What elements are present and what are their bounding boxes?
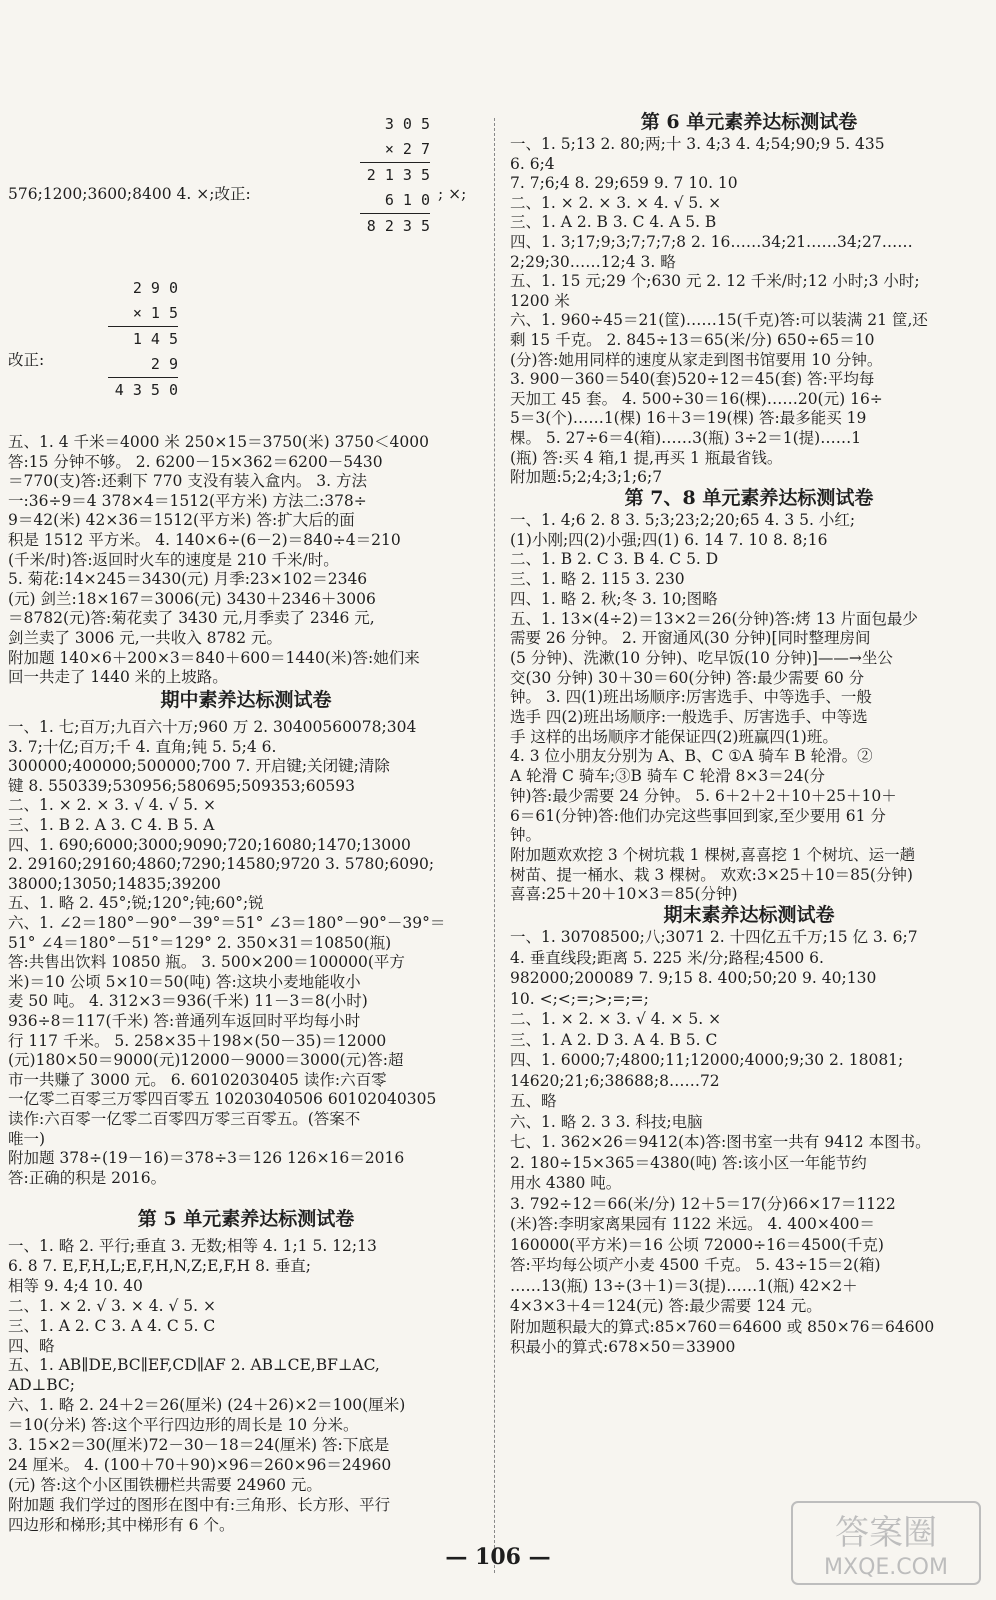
answer-line: 附加题积最大的算式:85×760＝64600 或 850×76＝64600 bbox=[510, 1317, 935, 1336]
section-title-midterm: 期中素养达标测试卷 bbox=[160, 689, 332, 711]
section-title-unit5: 第 5 单元素养达标测试卷 bbox=[137, 1208, 355, 1230]
answer-line: 唯一) bbox=[8, 1129, 46, 1148]
correction-label-text: 改正: bbox=[8, 351, 45, 369]
answer-line: 1200 米 bbox=[510, 291, 570, 310]
answer-line: 2. 29160;29160;4860;7290;14580;9720 3. 5780;6090; bbox=[8, 855, 435, 874]
answer-line: 3. 7;十亿;百万;千 4. 直角;钝 5. 5;4 6. bbox=[8, 737, 277, 756]
answer-line: ＝770(支)答:还剩下 770 支没有装入盒内。 3. 方法 bbox=[8, 472, 367, 491]
answer-line: 3. 15×2＝30(厘米)72－30－18＝24(厘米) 答:下底是 bbox=[8, 1436, 390, 1454]
answer-line-top bbox=[8, 184, 251, 204]
answer-line: 答:15 分钟不够。 2. 6200－15×362＝6200－5430 bbox=[8, 452, 383, 471]
answer-line: 3. 900－360＝540(套)520÷12＝45(套) 答:平均每 bbox=[510, 370, 875, 389]
answer-line: 答:共售出饮料 10850 瓶。 3. 500×200＝100000(平方 bbox=[8, 953, 405, 972]
answer-line: 二、1. × 2. × 3. × 4. √ 5. × bbox=[510, 193, 722, 212]
answer-line: 51° ∠4＝180°－51°＝129° 2. 350×31＝10850(瓶) bbox=[8, 933, 392, 952]
answer-line: 5. 菊花:14×245＝3430(元) 月季:23×102＝2346 bbox=[8, 570, 368, 589]
answer-line: (千米/时)答:返回时火车的速度是 210 千米/时。 bbox=[8, 550, 339, 569]
answer-line: 五、1. 略 2. 45°;锐;120°;钝;60°;锐 bbox=[8, 894, 264, 913]
answer-line: A 轮滑 C 骑车;③B 骑车 C 轮滑 8×3＝24(分 bbox=[510, 767, 825, 786]
calc-line: × 2 7 bbox=[384, 140, 430, 158]
answer-line: 4. 垂直线段;距离 5. 225 米/分;路程;4500 6. bbox=[510, 948, 824, 967]
answer-line: 五、1. 4 千米＝4000 米 250×15＝3750(米) 3750＜4000 bbox=[8, 433, 429, 451]
answer-line: 4×3×3＋4＝124(元) 答:最少需要 124 元。 bbox=[510, 1297, 822, 1315]
answer-line: 四、略 bbox=[8, 1336, 55, 1355]
answer-line: 三、1. A 2. D 3. A 4. B 5. C bbox=[510, 1030, 718, 1049]
answer-line: 7. 7;6;4 8. 29;659 9. 7 10. 10 bbox=[510, 174, 738, 193]
answer-line: 手 这样的出场顺序才能保证四(2)班赢四(1)班。 bbox=[510, 727, 838, 746]
answer-line: 38000;13050;14835;39200 bbox=[8, 874, 221, 893]
answer-line: 四、1. 3;17;9;3;7;7;7;8 2. 16……34;21……34;27…… bbox=[510, 233, 913, 251]
answer-line: 天加工 45 套。 4. 500÷30＝16(棵)……20(元) 16÷ bbox=[510, 389, 883, 408]
calc-line: 2 9 bbox=[150, 355, 178, 373]
answer-line: 2. 180÷15×365＝4380(吨) 答:该小区一年能节约 bbox=[510, 1153, 867, 1172]
answer-line: 三、1. A 2. B 3. C 4. A 5. B bbox=[510, 213, 717, 232]
answer-line: 160000(平方米)＝16 公顷 72000÷16＝4500(千克) bbox=[510, 1235, 884, 1254]
answer-line: 棵。 5. 27÷6＝4(箱)……3(瓶) 3÷2＝1(提)……1 bbox=[510, 429, 862, 447]
answer-line: 七、1. 362×26＝9412(本)答:图书室一共有 9412 本图书。 bbox=[510, 1133, 931, 1151]
answer-line: 一、1. 略 2. 平行;垂直 3. 无数;相等 4. 1;1 5. 12;13 bbox=[8, 1237, 377, 1255]
answer-line: 五、略 bbox=[510, 1092, 557, 1110]
answer-text: 576;1200;3600;8400 4. ×;改正: bbox=[8, 185, 251, 203]
answer-line: (元) 答:这个小区围铁栅栏共需要 24960 元。 bbox=[8, 1475, 322, 1494]
answer-text-tail: ; ×; bbox=[438, 185, 467, 203]
answer-line: 2;29;30……12;4 3. 略 bbox=[510, 252, 676, 271]
answer-line: 麦 50 吨。 4. 312×3＝936(千米) 11－3＝8(小时) bbox=[8, 992, 368, 1011]
answer-line: 3. 792÷12＝66(米/分) 12＋5＝17(分)66×17＝1122 bbox=[510, 1194, 896, 1213]
answer-line: 键 8. 550339;530956;580695;509353;60593 bbox=[8, 776, 356, 795]
answer-line: 用水 4380 吨。 bbox=[510, 1174, 622, 1192]
answer-line: 9＝42(米) 42×36＝1512(平方米) 答:扩大后的面 bbox=[8, 511, 355, 530]
answer-line: (米)答:李明家离果园有 1122 米远。 4. 400×400＝ bbox=[510, 1215, 875, 1233]
answer-line: 积是 1512 平方米。 4. 140×6÷(6－2)＝840÷4＝210 bbox=[8, 531, 401, 549]
answer-line: 二、1. B 2. C 3. B 4. C 5. D bbox=[510, 550, 719, 569]
answer-line: (1)小刚;四(2)小强;四(1) 6. 14 7. 10 8. 8;16 bbox=[510, 530, 828, 549]
answer-line: 一亿零二百零三万零四百零五 10203040506 60102040305 bbox=[8, 1090, 437, 1109]
answer-line: 附加题 140×6＋200×3＝840＋600＝1440(米)答:她们来 bbox=[8, 648, 420, 667]
answer-line: AD⊥BC; bbox=[8, 1376, 75, 1395]
answer-line: ……13(瓶) 13÷(3＋1)＝3(提)……1(瓶) 42×2＋ bbox=[510, 1276, 858, 1295]
answer-line: 4. 3 位小朋友分别为 A、B、C ①A 骑车 B 轮滑。② bbox=[510, 747, 873, 766]
answer-line: ＝10(分米) 答:这个平行四边形的周长是 10 分米。 bbox=[8, 1416, 359, 1435]
column-divider bbox=[494, 118, 495, 1573]
answer-line: 四、1. 690;6000;3000;9090;720;16080;1470;13000 bbox=[8, 835, 411, 854]
answer-line: 300000;400000;500000;700 7. 开启键;关闭键;清除 bbox=[8, 757, 390, 776]
answer-line: (分)答:她用同样的速度从家走到图书馆要用 10 分钟。 bbox=[510, 350, 883, 369]
answer-line: 选手 四(2)班出场顺序:一般选手、厉害选手、中等选 bbox=[510, 708, 868, 726]
answer-line: 六、1. 960÷45＝21(筐)……15(千克)答:可以装满 21 筐,还 bbox=[510, 311, 928, 330]
calc-line: 4 3 5 0 bbox=[114, 381, 178, 399]
answer-line: 一、1. 4;6 2. 8 3. 5;3;23;2;20;65 4. 3 5. 小红; bbox=[510, 511, 856, 529]
answer-line: 一、1. 七;百万;九百六十万;960 万 2. 30400560078;304 bbox=[8, 718, 417, 736]
answer-line: 一、1. 5;13 2. 80;两;十 3. 4;3 4. 4;54;90;9 5. 435 bbox=[510, 135, 885, 153]
calc-line: 1 4 5 bbox=[132, 330, 178, 348]
answer-line: 钟。 bbox=[510, 826, 542, 845]
answer-line: 6＝61(分钟)答:他们办完这些事回到家,至少要用 61 分 bbox=[510, 806, 886, 825]
section-title-final: 期末素养达标测试卷 bbox=[663, 904, 835, 926]
answer-line: 附加题 378÷(19－16)＝378÷3＝126 126×16＝2016 bbox=[8, 1149, 405, 1168]
calc-line: 8 2 3 5 bbox=[366, 217, 430, 235]
watermark-logo bbox=[790, 1500, 982, 1586]
answer-line: 钟)答:最少需要 24 分钟。 5. 6＋2＋2＋10＋25＋10＋ bbox=[510, 786, 897, 805]
answer-line: 米)＝10 公顷 5×10＝50(吨) 答:这块小麦地能收小 bbox=[8, 972, 361, 991]
answer-line: 六、1. ∠2＝180°－90°－39°＝51° ∠3＝180°－90°－39°＝ bbox=[8, 914, 446, 932]
answer-line: 附加题 我们学过的图形在图中有:三角形、长方形、平行 bbox=[8, 1495, 391, 1514]
answer-line: 三、1. B 2. A 3. C 4. B 5. A bbox=[8, 816, 215, 834]
answer-line: 剩 15 千克。 2. 845÷13＝65(米/分) 650÷65＝10 bbox=[510, 331, 875, 349]
answer-line: 一:36÷9＝4 378×4＝1512(平方米) 方法二:378÷ bbox=[8, 491, 367, 510]
answer-line: 6. 8 7. E,F,H,L;E,F,H,N,Z;E,F,H 8. 垂直; bbox=[8, 1256, 312, 1275]
answer-line: 答:平均每公顷产小麦 4500 千克。 5. 43÷15＝2(箱) bbox=[510, 1256, 881, 1274]
answer-line: 四边形和梯形;其中梯形有 6 个。 bbox=[8, 1515, 235, 1534]
answer-line: 14620;21;6;38688;8……72 bbox=[510, 1071, 720, 1090]
calc-line: 3 0 5 bbox=[384, 115, 430, 133]
answer-line: 四、1. 略 2. 秋;冬 3. 10;图略 bbox=[510, 589, 718, 608]
svg-text:MXQE.COM: MXQE.COM bbox=[824, 1555, 948, 1580]
answer-line: 答:正确的积是 2016。 bbox=[8, 1168, 167, 1187]
answer-line: (5 分钟)、洗漱(10 分钟)、吃早饭(10 分钟)]——→坐公 bbox=[510, 648, 893, 667]
answer-line: 五、1. 15 元;29 个;630 元 2. 12 千米/时;12 小时;3 小时; bbox=[510, 272, 920, 291]
calc-line: 6 1 0 bbox=[384, 191, 430, 209]
answer-line: 二、1. × 2. × 3. √ 4. × 5. × bbox=[510, 1010, 722, 1028]
answer-line: 回一共走了 1440 米的上坡路。 bbox=[8, 668, 228, 687]
section-title-unit6: 第 6 单元素养达标测试卷 bbox=[640, 111, 858, 133]
answer-line: 树苗、提一桶水、栽 3 棵树。 欢欢:3×25＋10＝85(分钟) bbox=[510, 865, 913, 884]
answer-line: ＝8782(元)答:菊花卖了 3430 元,月季卖了 2346 元, bbox=[8, 609, 375, 628]
answer-line: 三、1. A 2. C 3. A 4. C 5. C bbox=[8, 1316, 216, 1335]
answer-line: 936÷8＝117(千米) 答:普通列车返回时平均每小时 bbox=[8, 1012, 361, 1030]
answer-line: 二、1. × 2. √ 3. × 4. √ 5. × bbox=[8, 1296, 217, 1315]
answer-line: 五、1. AB∥DE,BC∥EF,CD∥AF 2. AB⊥CE,BF⊥AC, bbox=[8, 1356, 380, 1375]
answer-line: 剑兰卖了 3006 元,一共收入 8782 元。 bbox=[8, 629, 283, 647]
answer-line: 6. 6;4 bbox=[510, 154, 555, 173]
vertical-multiplication-305x27 bbox=[360, 112, 430, 239]
answer-line: 喜喜:25＋20＋10×3＝85(分钟) bbox=[510, 885, 738, 904]
answer-line: 相等 9. 4;4 10. 40 bbox=[8, 1276, 143, 1295]
answer-line: 交(30 分钟) 30＋30＝60(分钟) 答:最少需要 60 分 bbox=[510, 668, 865, 687]
page-number: — 106 — bbox=[445, 1544, 551, 1570]
svg-text:答案圈: 答案圈 bbox=[835, 1513, 937, 1553]
answer-line: 一、1. 30708500;八;3071 2. 十四亿五千万;15 亿 3. 6;7 bbox=[510, 928, 918, 946]
answer-line: 行 117 千米。 5. 258×35＋198×(50－35)＝12000 bbox=[8, 1031, 387, 1050]
answer-line: 六、1. 略 2. 24＋2＝26(厘米) (24＋26)×2＝100(厘米) bbox=[8, 1396, 406, 1415]
answer-line: (瓶) 答:买 4 箱,1 提,再买 1 瓶最省钱。 bbox=[510, 448, 783, 467]
answer-line: 982000;200089 7. 9;15 8. 400;50;20 9. 40;130 bbox=[510, 969, 877, 987]
section-title-unit78: 第 7、8 单元素养达标测试卷 bbox=[624, 487, 874, 509]
answer-line: 二、1. × 2. × 3. √ 4. √ 5. × bbox=[8, 796, 217, 815]
answer-line: 需要 26 分钟。 2. 开窗通风(30 分钟)[同时整理房间 bbox=[510, 629, 871, 648]
calc-line: 2 1 3 5 bbox=[366, 166, 430, 184]
answer-line: 附加题:5;2;4;3;1;6;7 bbox=[510, 468, 663, 487]
calc-line: 2 9 0 bbox=[132, 279, 178, 297]
answer-line: 市一共赚了 3000 元。 6. 60102030405 读作:六百零 bbox=[8, 1070, 387, 1089]
answer-line: 钟。 3. 四(1)班出场顺序:厉害选手、中等选手、一般 bbox=[510, 688, 872, 707]
answer-line: 5＝3(个)……1(棵) 16＋3＝19(棵) 答:最多能买 19 bbox=[510, 409, 867, 428]
answer-line: (元)180×50＝9000(元)12000－9000＝3000(元)答:超 bbox=[8, 1051, 404, 1070]
answer-line: 六、1. 略 2. 3 3. 科技;电脑 bbox=[510, 1112, 703, 1131]
answer-line: 10. <;<;=;>;=;=; bbox=[510, 989, 649, 1008]
answer-line: 三、1. 略 2. 115 3. 230 bbox=[510, 570, 685, 589]
calc-line: × 1 5 bbox=[132, 304, 178, 322]
answer-line: 附加题欢欢挖 3 个树坑栽 1 棵树,喜喜挖 1 个树坑、运一趟 bbox=[510, 845, 916, 864]
answer-line: 读作:六百零一亿零二百零四万零三百零五。(答案不 bbox=[8, 1110, 361, 1128]
answer-line: (元) 剑兰:18×167＝3006(元) 3430＋2346＋3006 bbox=[8, 589, 376, 608]
correction-label bbox=[8, 350, 44, 370]
answer-line: 24 厘米。 4. (100＋70＋90)×96＝260×96＝24960 bbox=[8, 1455, 392, 1474]
answer-line: 四、1. 6000;7;4800;11;12000;4000;9;30 2. 18081; bbox=[510, 1051, 904, 1069]
answer-line: 积最小的算式:678×50＝33900 bbox=[510, 1338, 736, 1356]
vertical-multiplication-290x15 bbox=[108, 276, 178, 403]
answer-line-top-tail bbox=[438, 184, 466, 204]
answer-line: 五、1. 13×(4÷2)＝13×2＝26(分钟)答:烤 13 片面包最少 bbox=[510, 609, 918, 628]
